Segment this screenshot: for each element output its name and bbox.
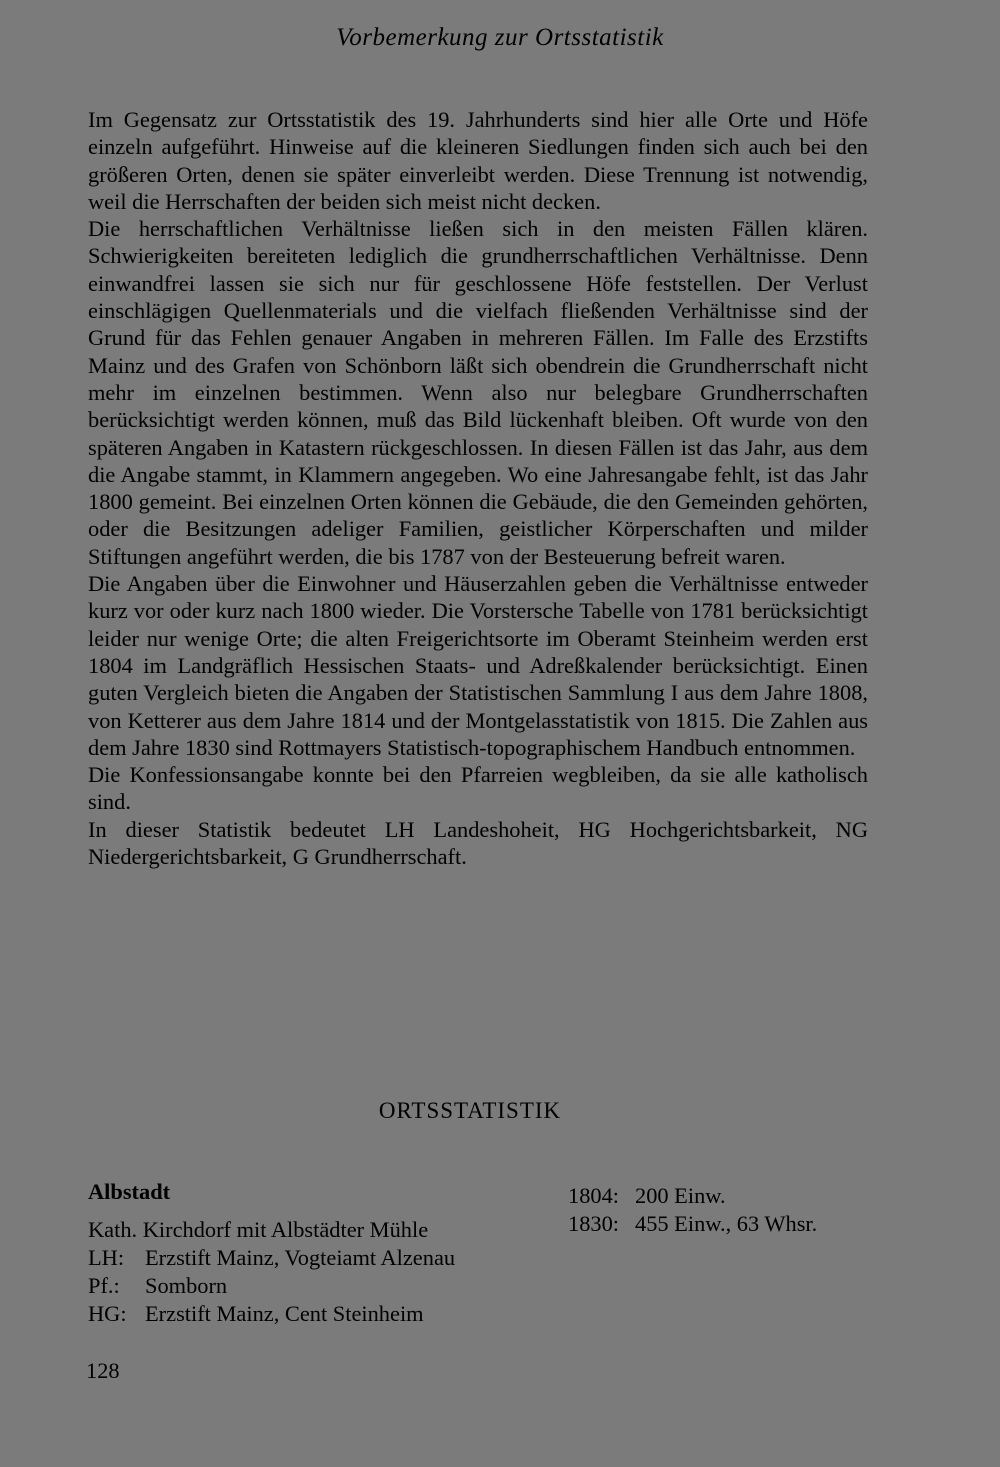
section-title: ORTSSTATISTIK — [378, 1098, 562, 1123]
stat-year: 1804: — [568, 1183, 620, 1208]
paragraph: Im Gegensatz zur Ortsstatistik des 19. Jahrhunderts sind hier alle Orte und Höfe einzeln aufgeführt. Hinweise auf die kleineren Siedlungen finden sich auch bei den größeren Orten, denen sie später einverleibt werden. Diese Trennung ist notwendig, weil die Herrschaften der beiden sich meist nicht decken. — [88, 107, 868, 214]
page-number: 128 — [86, 1358, 120, 1383]
entry-line — [88, 1272, 568, 1300]
place-name: Albstadt — [88, 1179, 171, 1204]
paragraph: Die herrschaftlichen Verhältnisse ließen sich in den meisten Fällen klären. Schwierigkeiten bereiteten lediglich die grundherrschaftlichen Verhältnisse. Denn einwandfrei lassen sie sich nur für geschlossene Höfe feststellen. Der Verlust einschlägigen Quellenmaterials und die vielfach fließenden Verhältnisse sind der Grund für das Fehlen genauer Angaben in mehreren Fällen. Im Falle des Erzstifts Mainz und des Grafen von Schönborn läßt sich obendrein die Grundherrschaft nicht mehr im einzelnen bestimmen. Wenn also nur belegbare Grundherrschaften berücksichtigt werden können, muß das Bild lückenhaft bleiben. Oft wurde von den späteren Angaben in Katastern rückgeschlossen. In diesen Fällen ist das Jahr, aus dem die Angabe stammt, in Klammern angegeben. Wo eine Jahresangabe fehlt, ist das Jahr 1800 gemeint. Bei einzelnen Orten können die Gebäude, die den Gemeinden gehörten, oder die Besitzungen adeliger Familien, geistlicher Körperschaften und milder Stiftungen angeführt werden, die bis 1787 von der Besteuerung befreit waren. — [88, 216, 868, 569]
stat-row — [568, 1210, 817, 1238]
paragraph: Die Angaben über die Einwohner und Häuserzahlen geben die Verhältnisse entweder kurz vor oder kurz nach 1800 wieder. Die Vorstersche Tabelle von 1781 berücksichtigt leider nur wenige Orte; die alten Freigerichtsorte im Oberamt Steinheim werden erst 1804 im Landgräflich Hessischen Staats- und Adreßkalender berücksichtigt. Einen guten Vergleich bieten die Angaben der Statistischen Sammlung I aus dem Jahre 1808, von Ketterer aus dem Jahre 1814 und der Montgelasstatistik von 1815. Die Zahlen aus dem Jahre 1830 sind Rottmayers Statistisch-topographischem Handbuch entnommen. — [88, 571, 868, 760]
entry-key: HG: — [88, 1301, 127, 1326]
stat-value: 200 Einw. — [635, 1183, 726, 1208]
introduction-text — [88, 106, 868, 870]
stat-value: 455 Einw., 63 Whsr. — [635, 1211, 818, 1236]
entry-value: Erzstift Mainz, Cent Steinheim — [145, 1301, 424, 1326]
population-stats — [568, 1182, 817, 1238]
entry-key: LH: — [88, 1245, 125, 1270]
entry-key: Pf.: — [88, 1273, 120, 1298]
place-description: Kath. Kirchdorf mit Albstädter Mühle — [88, 1217, 429, 1242]
place-entry — [88, 1178, 568, 1328]
entry-value: Somborn — [145, 1273, 228, 1298]
entry-value: Erzstift Mainz, Vogteiamt Alzenau — [145, 1245, 456, 1270]
stat-row — [568, 1182, 817, 1210]
entry-line — [88, 1244, 568, 1272]
paragraph: Die Konfessionsangabe konnte bei den Pfarreien wegbleiben, da sie alle katholisch sind. — [88, 762, 868, 815]
entry-line — [88, 1300, 568, 1328]
running-head: Vorbemerkung zur Ortsstatistik — [336, 24, 664, 51]
stat-year: 1830: — [568, 1211, 620, 1236]
paragraph: In dieser Statistik bedeutet LH Landeshoheit, HG Hochgerichtsbarkeit, NG Niedergerichtsbarkeit, G Grundherrschaft. — [88, 816, 868, 870]
